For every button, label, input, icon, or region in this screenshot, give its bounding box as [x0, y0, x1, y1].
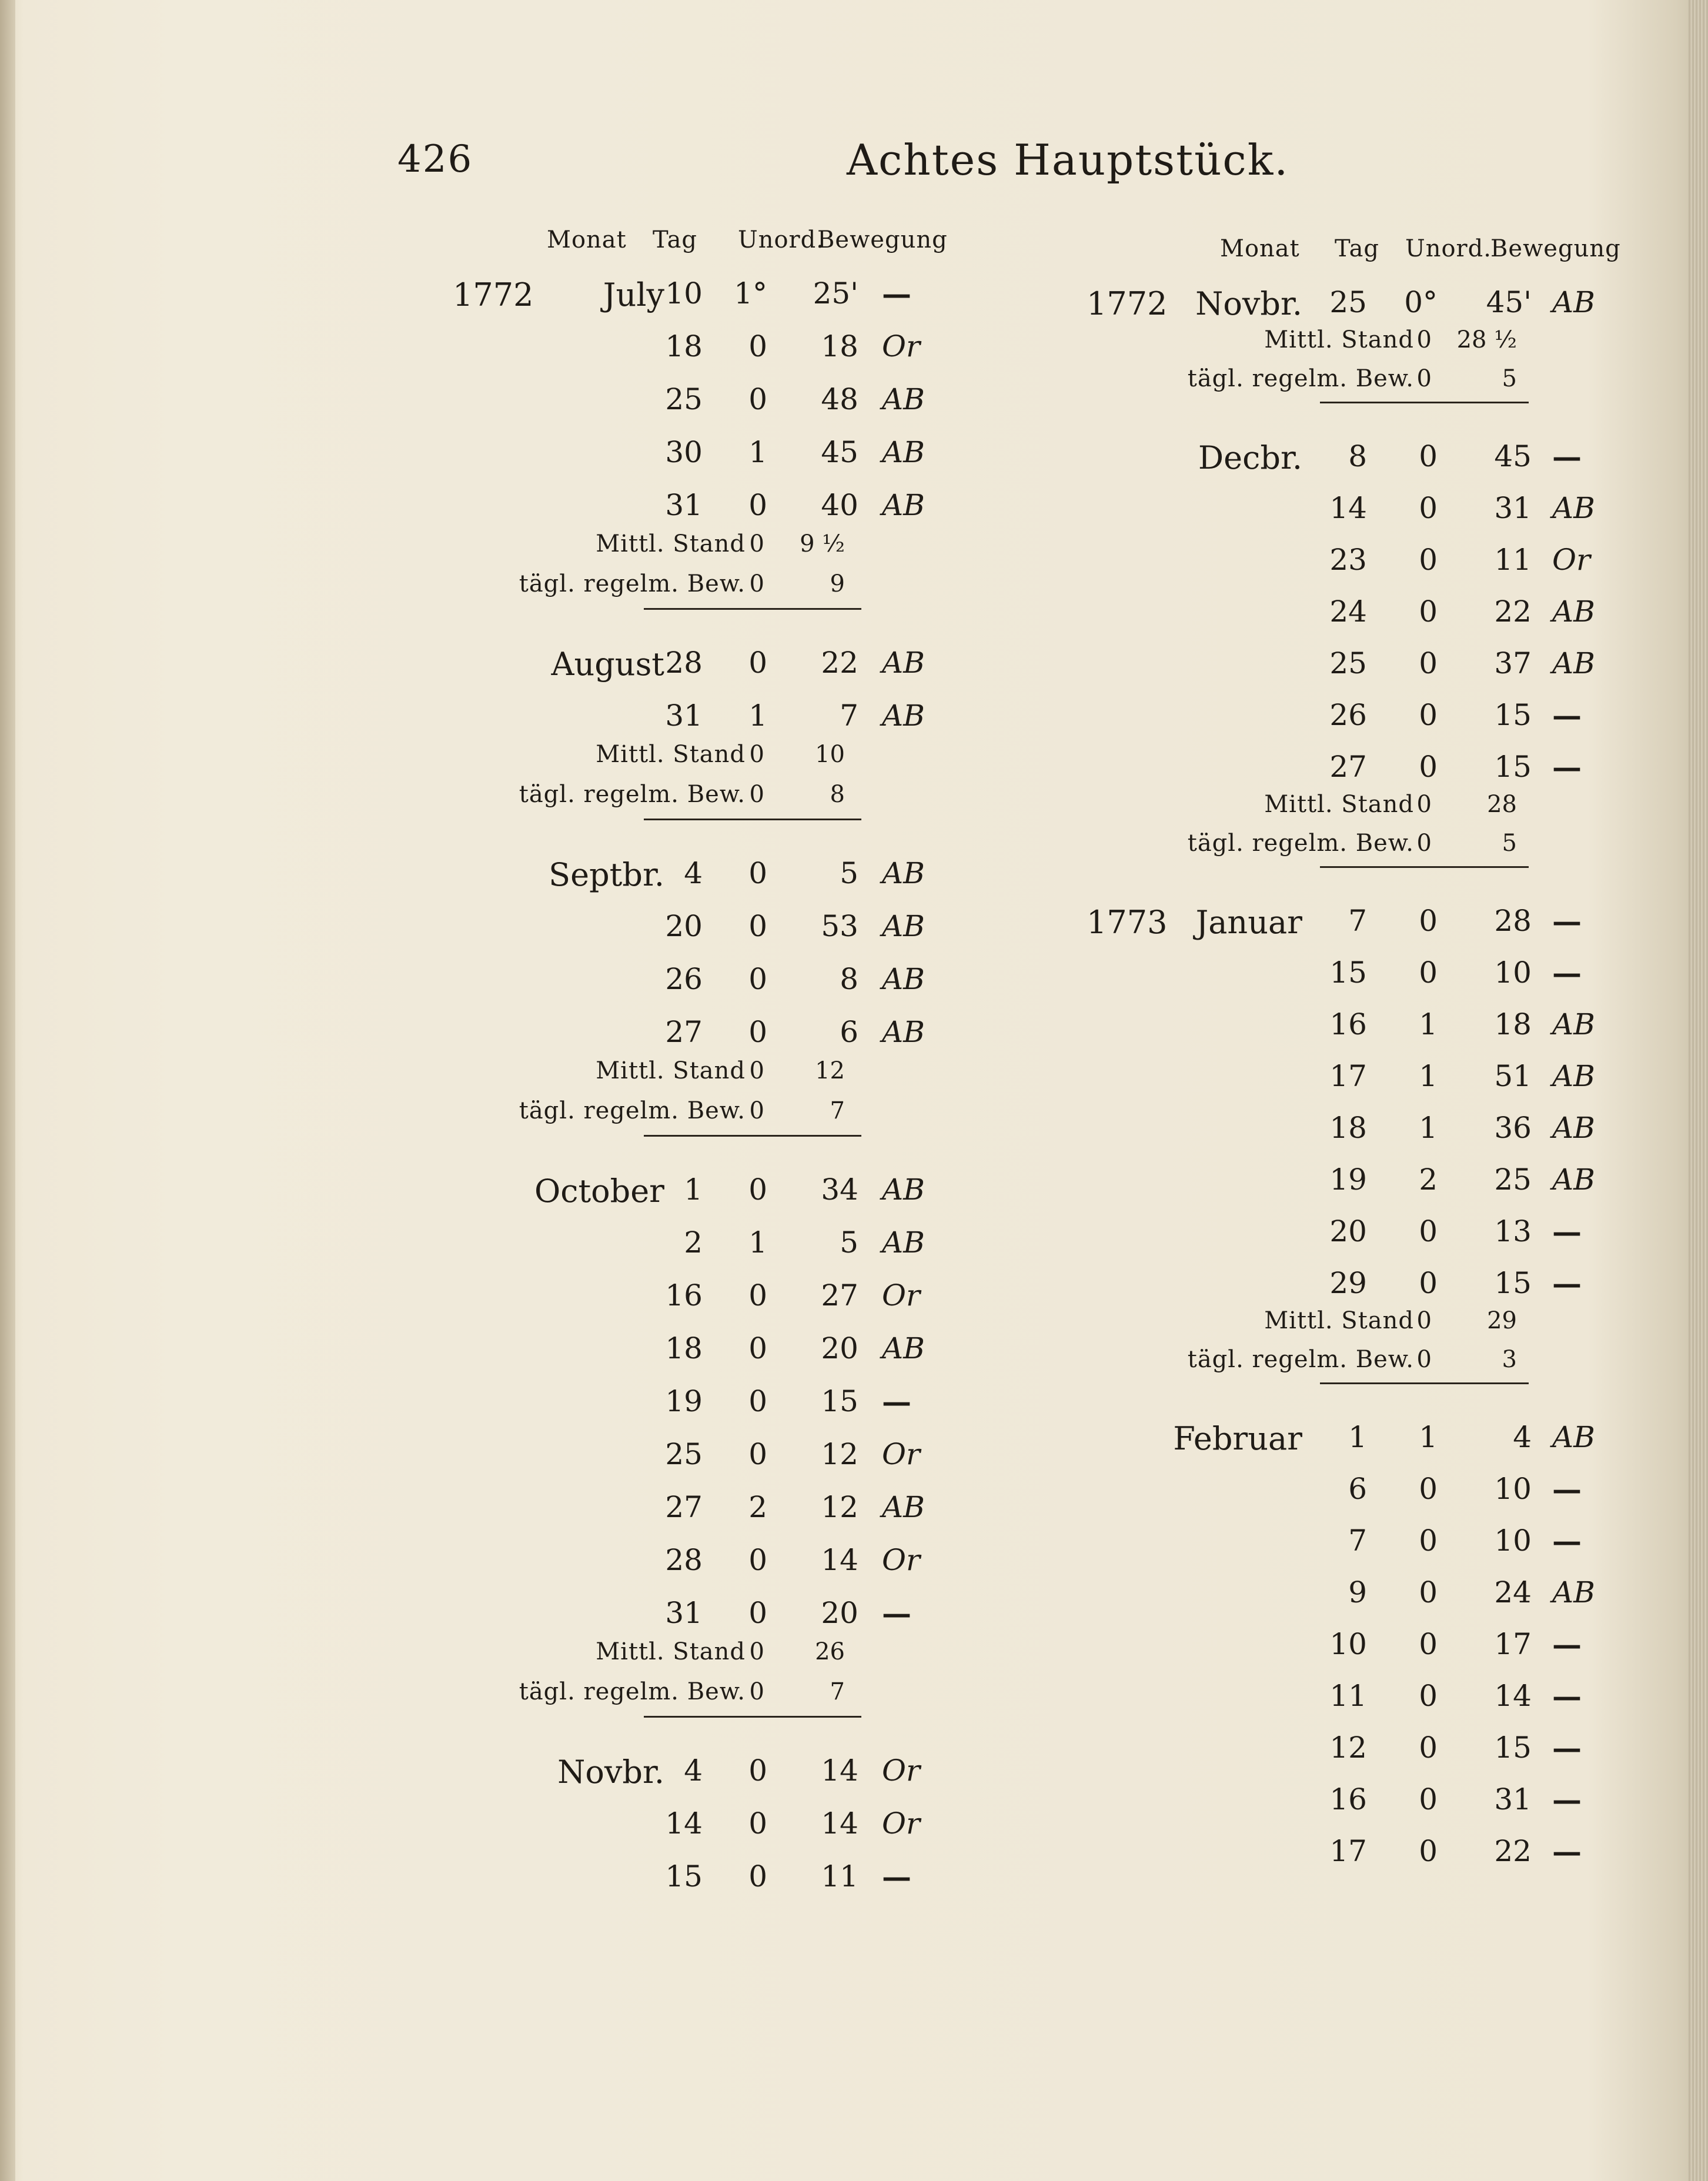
daily-regular-motion-degree: 0 — [1416, 365, 1432, 392]
degree-value: 0 — [1419, 1782, 1438, 1816]
daily-regular-motion-degree: 0 — [1416, 1346, 1432, 1373]
degree-value: 0 — [748, 1437, 767, 1471]
daily-regular-motion-label: tägl. regelm. Bew. — [519, 1097, 746, 1124]
day-value: 4 — [684, 1754, 703, 1788]
day-value: 17 — [1329, 1834, 1367, 1868]
day-value: 23 — [1329, 543, 1367, 577]
column-head-unord: Unord. — [1405, 235, 1492, 262]
direction-value: AB — [882, 1331, 925, 1365]
degree-value: 0 — [1419, 1472, 1438, 1506]
day-value: 14 — [1329, 491, 1367, 525]
degree-value: 0 — [748, 1543, 767, 1577]
day-value: 10 — [665, 276, 703, 310]
day-value: 17 — [1329, 1059, 1367, 1093]
degree-value: 0 — [748, 962, 767, 996]
degree-value: 0 — [748, 909, 767, 943]
mean-position-label: Mittl. Stand — [596, 1057, 746, 1084]
day-value: 20 — [1329, 1214, 1367, 1248]
minute-value: 6 — [840, 1015, 858, 1049]
day-value: 25 — [1329, 285, 1367, 319]
direction-value: — — [1552, 1627, 1582, 1662]
direction-value: AB — [882, 909, 925, 943]
daily-regular-motion-label: tägl. regelm. Bew. — [519, 781, 746, 808]
minute-value: 20 — [821, 1596, 858, 1630]
degree-value: 0 — [1419, 439, 1438, 473]
degree-value: 0 — [748, 646, 767, 680]
mean-position-degree: 0 — [1416, 791, 1432, 818]
direction-value: AB — [882, 699, 925, 733]
day-value: 11 — [1329, 1679, 1367, 1713]
direction-value: AB — [882, 962, 925, 996]
degree-value: 0 — [1419, 698, 1438, 732]
degree-value: 0 — [748, 488, 767, 522]
mean-position-minute: 29 — [1487, 1307, 1517, 1334]
day-value: 20 — [665, 909, 703, 943]
direction-value: — — [1552, 439, 1582, 474]
direction-value: AB — [1552, 1163, 1595, 1197]
day-value: 27 — [665, 1490, 703, 1524]
direction-value: AB — [1552, 594, 1595, 629]
direction-value: AB — [882, 1015, 925, 1049]
direction-value: AB — [882, 646, 925, 680]
daily-regular-motion-label: tägl. regelm. Bew. — [1187, 1346, 1414, 1373]
daily-regular-motion-degree: 0 — [749, 1097, 764, 1124]
daily-regular-motion-degree: 0 — [749, 570, 764, 597]
day-value: 27 — [1329, 750, 1367, 784]
column-head-bewegung: Bewegung — [817, 226, 948, 253]
day-value: 26 — [1329, 698, 1367, 732]
minute-value: 25 — [1494, 1163, 1532, 1197]
month-label: Novbr. — [557, 1754, 664, 1791]
degree-value: 0 — [748, 1331, 767, 1365]
section-rule — [644, 1716, 861, 1718]
day-value: 6 — [1348, 1472, 1367, 1506]
day-value: 14 — [665, 1806, 703, 1841]
degree-value: 0 — [748, 856, 767, 890]
minute-value: 10 — [1494, 1472, 1532, 1506]
direction-value: — — [1552, 698, 1582, 733]
minute-value: 31 — [1494, 491, 1532, 525]
daily-regular-motion-minute: 7 — [830, 1097, 845, 1124]
degree-value: 0 — [748, 1384, 767, 1418]
minute-value: 37 — [1494, 646, 1532, 680]
degree-value: 0 — [1419, 1679, 1438, 1713]
direction-value: Or — [882, 1437, 920, 1471]
degree-value: 1 — [748, 699, 767, 733]
day-value: 15 — [1329, 956, 1367, 990]
day-value: 25 — [665, 1437, 703, 1471]
minute-value: 36 — [1494, 1111, 1532, 1145]
mean-position-label: Mittl. Stand — [596, 1638, 746, 1665]
degree-value: 0 — [748, 1173, 767, 1207]
direction-value: AB — [1552, 285, 1595, 319]
minute-value: 22 — [821, 646, 858, 680]
minute-value: 11 — [821, 1859, 858, 1893]
minute-value: 27 — [821, 1278, 858, 1312]
degree-value: 1 — [748, 435, 767, 469]
mean-position-label: Mittl. Stand — [1264, 326, 1414, 353]
minute-value: 15 — [1494, 698, 1532, 732]
month-label: Januar — [1195, 904, 1302, 941]
direction-value: — — [1552, 904, 1582, 938]
degree-value: 0° — [1404, 285, 1438, 319]
minute-value: 15 — [1494, 750, 1532, 784]
minute-value: 34 — [821, 1173, 858, 1207]
minute-value: 18 — [1494, 1007, 1532, 1041]
minute-value: 45' — [1486, 285, 1532, 319]
degree-value: 0 — [748, 382, 767, 416]
degree-value: 0 — [1419, 1524, 1438, 1558]
day-value: 16 — [1329, 1782, 1367, 1816]
mean-position-degree: 0 — [1416, 326, 1432, 353]
direction-value: — — [1552, 1679, 1582, 1714]
mean-position-minute: 9 ½ — [800, 530, 845, 557]
day-value: 7 — [1348, 904, 1367, 938]
page-number: 426 — [397, 138, 473, 181]
day-value: 18 — [1329, 1111, 1367, 1145]
minute-value: 28 — [1494, 904, 1532, 938]
direction-value: AB — [882, 1173, 925, 1207]
direction-value: — — [1552, 1266, 1582, 1301]
daily-regular-motion-label: tägl. regelm. Bew. — [519, 1678, 746, 1705]
minute-value: 18 — [821, 329, 858, 363]
minute-value: 4 — [1513, 1420, 1532, 1454]
day-value: 7 — [1348, 1524, 1367, 1558]
minute-value: 51 — [1494, 1059, 1532, 1093]
direction-value: AB — [882, 382, 925, 416]
section-rule — [1320, 1382, 1529, 1384]
degree-value: 0 — [748, 1596, 767, 1630]
day-value: 9 — [1348, 1575, 1367, 1609]
minute-value: 24 — [1494, 1575, 1532, 1609]
day-value: 30 — [665, 435, 703, 469]
degree-value: 0 — [748, 1754, 767, 1788]
day-value: 31 — [665, 1596, 703, 1630]
minute-value: 14 — [821, 1806, 858, 1841]
degree-value: 0 — [1419, 543, 1438, 577]
degree-value: 0 — [1419, 1575, 1438, 1609]
degree-value: 0 — [748, 1015, 767, 1049]
minute-value: 7 — [840, 699, 858, 733]
section-rule — [644, 608, 861, 610]
minute-value: 5 — [840, 856, 858, 890]
direction-value: — — [882, 276, 911, 311]
daily-regular-motion-minute: 5 — [1502, 830, 1517, 857]
day-value: 28 — [665, 1543, 703, 1577]
degree-value: 0 — [1419, 750, 1438, 784]
direction-value: Or — [882, 1754, 920, 1788]
day-value: 12 — [1329, 1731, 1367, 1765]
direction-value: AB — [1552, 646, 1595, 680]
year-label: 1773 — [1087, 904, 1168, 941]
month-label: Septbr. — [549, 856, 664, 893]
day-value: 15 — [665, 1859, 703, 1893]
mean-position-label: Mittl. Stand — [596, 741, 746, 768]
month-label: July — [603, 276, 664, 313]
day-value: 27 — [665, 1015, 703, 1049]
column-head-monat: Monat — [547, 226, 627, 253]
degree-value: 0 — [1419, 491, 1438, 525]
degree-value: 0 — [1419, 646, 1438, 680]
degree-value: 0 — [1419, 956, 1438, 990]
minute-value: 5 — [840, 1225, 858, 1260]
month-label: Decbr. — [1198, 439, 1302, 476]
minute-value: 48 — [821, 382, 858, 416]
degree-value: 0 — [1419, 1266, 1438, 1300]
direction-value: — — [1552, 1214, 1582, 1249]
column-head-tag: Tag — [1335, 235, 1380, 262]
daily-regular-motion-minute: 5 — [1502, 365, 1517, 392]
direction-value: — — [882, 1859, 911, 1894]
degree-value: 0 — [748, 1859, 767, 1893]
minute-value: 22 — [1494, 1834, 1532, 1868]
degree-value: 0 — [1419, 594, 1438, 629]
degree-value: 1 — [1419, 1420, 1438, 1454]
day-value: 31 — [665, 488, 703, 522]
direction-value: Or — [882, 329, 920, 363]
day-value: 1 — [1348, 1420, 1367, 1454]
minute-value: 45 — [821, 435, 858, 469]
day-value: 10 — [1329, 1627, 1367, 1661]
section-rule — [644, 1135, 861, 1137]
mean-position-degree: 0 — [749, 741, 764, 768]
minute-value: 22 — [1494, 594, 1532, 629]
daily-regular-motion-minute: 7 — [830, 1678, 845, 1705]
mean-position-minute: 12 — [815, 1057, 845, 1084]
day-value: 2 — [684, 1225, 703, 1260]
mean-position-label: Mittl. Stand — [1264, 1307, 1414, 1334]
minute-value: 11 — [1494, 543, 1532, 577]
day-value: 4 — [684, 856, 703, 890]
mean-position-minute: 10 — [815, 741, 845, 768]
minute-value: 15 — [1494, 1731, 1532, 1765]
degree-value: 2 — [748, 1490, 767, 1524]
day-value: 16 — [1329, 1007, 1367, 1041]
degree-value: 0 — [1419, 1627, 1438, 1661]
column-head-bewegung: Bewegung — [1490, 235, 1621, 262]
direction-value: — — [1552, 750, 1582, 784]
direction-value: — — [882, 1384, 911, 1419]
minute-value: 12 — [821, 1437, 858, 1471]
mean-position-degree: 0 — [1416, 1307, 1432, 1334]
mean-position-degree: 0 — [749, 1638, 764, 1665]
direction-value: AB — [1552, 491, 1595, 525]
degree-value: 0 — [1419, 904, 1438, 938]
direction-value: AB — [882, 1225, 925, 1260]
direction-value: — — [1552, 1731, 1582, 1765]
day-value: 19 — [665, 1384, 703, 1418]
direction-value: AB — [882, 488, 925, 522]
minute-value: 45 — [1494, 439, 1532, 473]
direction-value: AB — [882, 1490, 925, 1524]
day-value: 26 — [665, 962, 703, 996]
column-head-unord: Unord. — [738, 226, 824, 253]
daily-regular-motion-label: tägl. regelm. Bew. — [1187, 830, 1414, 857]
mean-position-degree: 0 — [749, 1057, 764, 1084]
year-label: 1772 — [1087, 285, 1168, 322]
day-value: 8 — [1348, 439, 1367, 473]
direction-value: Or — [1552, 543, 1590, 577]
minute-value: 17 — [1494, 1627, 1532, 1661]
minute-value: 14 — [1494, 1679, 1532, 1713]
day-value: 18 — [665, 329, 703, 363]
daily-regular-motion-degree: 0 — [1416, 830, 1432, 857]
direction-value: Or — [882, 1278, 920, 1312]
daily-regular-motion-minute: 8 — [830, 781, 845, 808]
daily-regular-motion-degree: 0 — [749, 781, 764, 808]
page-spine-shadow — [0, 0, 15, 2181]
daily-regular-motion-minute: 3 — [1502, 1346, 1517, 1373]
direction-value: AB — [1552, 1420, 1595, 1454]
direction-value: — — [1552, 1524, 1582, 1558]
day-value: 25 — [1329, 646, 1367, 680]
degree-value: 1° — [734, 276, 767, 310]
degree-value: 0 — [1419, 1214, 1438, 1248]
degree-value: 0 — [748, 1806, 767, 1841]
column-head-monat: Monat — [1220, 235, 1300, 262]
direction-value: Or — [882, 1543, 920, 1577]
running-title: Achtes Hauptstück. — [847, 135, 1289, 185]
direction-value: AB — [882, 435, 925, 469]
section-rule — [1320, 866, 1529, 868]
daily-regular-motion-label: tägl. regelm. Bew. — [1187, 365, 1414, 392]
direction-value: — — [882, 1596, 911, 1631]
mean-position-minute: 28 ½ — [1456, 326, 1517, 353]
day-value: 25 — [665, 382, 703, 416]
degree-value: 1 — [1419, 1007, 1438, 1041]
minute-value: 20 — [821, 1331, 858, 1365]
direction-value: AB — [882, 856, 925, 890]
column-head-tag: Tag — [653, 226, 698, 253]
month-label: August — [551, 646, 664, 683]
day-value: 28 — [665, 646, 703, 680]
page-edge — [1688, 0, 1708, 2181]
month-label: October — [534, 1173, 664, 1210]
degree-value: 0 — [748, 329, 767, 363]
mean-position-minute: 26 — [815, 1638, 845, 1665]
direction-value: — — [1552, 956, 1582, 990]
direction-value: — — [1552, 1472, 1582, 1507]
day-value: 1 — [684, 1173, 703, 1207]
direction-value: — — [1552, 1834, 1582, 1869]
day-value: 24 — [1329, 594, 1367, 629]
minute-value: 53 — [821, 909, 858, 943]
minute-value: 13 — [1494, 1214, 1532, 1248]
minute-value: 10 — [1494, 1524, 1532, 1558]
day-value: 29 — [1329, 1266, 1367, 1300]
minute-value: 14 — [821, 1754, 858, 1788]
minute-value: 12 — [821, 1490, 858, 1524]
direction-value: AB — [1552, 1007, 1595, 1041]
direction-value: AB — [1552, 1059, 1595, 1093]
mean-position-degree: 0 — [749, 530, 764, 557]
degree-value: 0 — [1419, 1834, 1438, 1868]
month-label: Novbr. — [1195, 285, 1302, 322]
minute-value: 14 — [821, 1543, 858, 1577]
day-value: 16 — [665, 1278, 703, 1312]
daily-regular-motion-degree: 0 — [749, 1678, 764, 1705]
daily-regular-motion-label: tägl. regelm. Bew. — [519, 570, 746, 597]
section-rule — [644, 819, 861, 820]
degree-value: 1 — [748, 1225, 767, 1260]
day-value: 18 — [665, 1331, 703, 1365]
degree-value: 1 — [1419, 1111, 1438, 1145]
degree-value: 2 — [1419, 1163, 1438, 1197]
minute-value: 8 — [840, 962, 858, 996]
minute-value: 31 — [1494, 1782, 1532, 1816]
direction-value: Or — [882, 1806, 920, 1841]
direction-value: AB — [1552, 1575, 1595, 1609]
direction-value: — — [1552, 1782, 1582, 1817]
minute-value: 15 — [1494, 1266, 1532, 1300]
mean-position-label: Mittl. Stand — [596, 530, 746, 557]
degree-value: 0 — [748, 1278, 767, 1312]
minute-value: 10 — [1494, 956, 1532, 990]
daily-regular-motion-minute: 9 — [830, 570, 845, 597]
minute-value: 25' — [813, 276, 858, 310]
mean-position-minute: 28 — [1487, 791, 1517, 818]
direction-value: AB — [1552, 1111, 1595, 1145]
day-value: 31 — [665, 699, 703, 733]
degree-value: 1 — [1419, 1059, 1438, 1093]
day-value: 19 — [1329, 1163, 1367, 1197]
month-label: Februar — [1173, 1420, 1302, 1457]
degree-value: 0 — [1419, 1731, 1438, 1765]
minute-value: 15 — [821, 1384, 858, 1418]
mean-position-label: Mittl. Stand — [1264, 791, 1414, 818]
section-rule — [1320, 402, 1529, 403]
year-label: 1772 — [453, 276, 534, 313]
minute-value: 40 — [821, 488, 858, 522]
